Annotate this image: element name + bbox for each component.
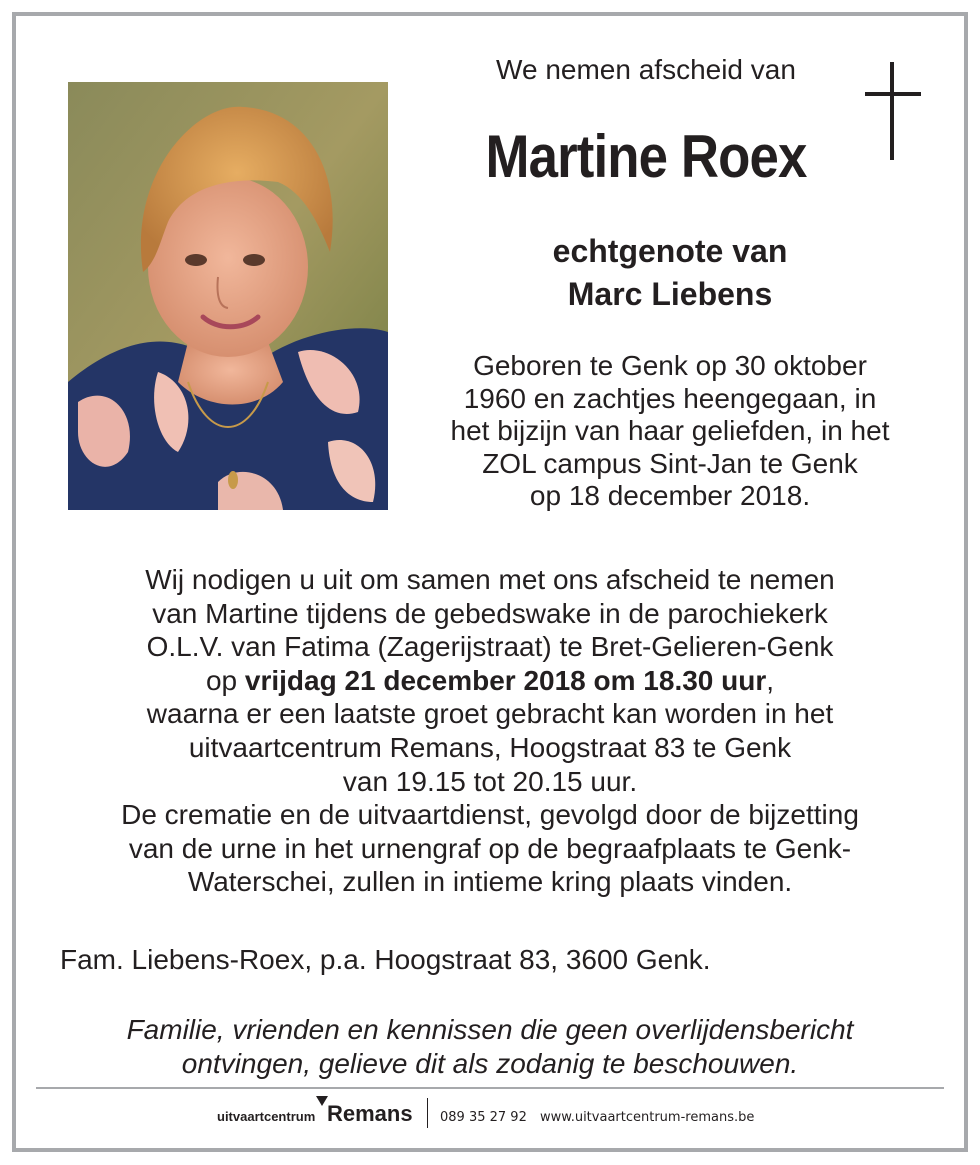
spouse-relation: echtgenote van bbox=[552, 233, 788, 269]
family-address: Fam. Liebens-Roex, p.a. Hoogstraat 83, 3600 Genk. bbox=[60, 944, 711, 975]
vigil-prefix: op bbox=[205, 664, 245, 696]
vigil-suffix: , bbox=[766, 664, 775, 696]
text-line: uitvaartcentrum Remans, Hoogstraat 83 te Genk bbox=[188, 731, 792, 763]
text-line: ZOL campus Sint-Jan te Genk bbox=[482, 447, 858, 479]
footer-prefix: uitvaartcentrum bbox=[217, 1109, 316, 1124]
vigil-date-line bbox=[40, 664, 940, 698]
text-line: het bijzijn van haar geliefden, in het bbox=[450, 415, 890, 446]
text-line: ontvingen, gelieve dit als zodanig te beschouwen. bbox=[181, 1048, 799, 1079]
deceased-name: Martine Roex bbox=[485, 123, 807, 190]
vigil-datetime: vrijdag 21 december 2018 om 18.30 uur bbox=[244, 664, 767, 696]
birth-death-text bbox=[410, 350, 930, 513]
text-line: Wij nodigen u uit om samen met ons afscheid te nemen bbox=[145, 564, 835, 595]
text-line: van Martine tijdens de gebedswake in de parochiekerk bbox=[152, 597, 828, 629]
text-line: van de urne in het urnengraf op de begraafplaats te Genk- bbox=[128, 832, 852, 864]
spouse-name: Marc Liebens bbox=[567, 276, 773, 312]
text-line: De crematie en de uitvaartdienst, gevolgd door de bijzetting bbox=[121, 799, 859, 831]
footer-website: www.uitvaartcentrum-remans.be bbox=[540, 1110, 755, 1125]
notice-text bbox=[40, 1013, 940, 1081]
footer-brand: Remans bbox=[327, 1101, 413, 1126]
invitation-text bbox=[40, 563, 940, 899]
cross-icon bbox=[863, 62, 923, 160]
text-line: 1960 en zachtjes heengegaan, in bbox=[463, 382, 877, 414]
footer-divider bbox=[36, 1087, 944, 1089]
text-line: Familie, vrienden en kennissen die geen overlijdensbericht bbox=[126, 1014, 854, 1045]
text-line: Waterschei, zullen in intieme kring plaats vinden. bbox=[187, 866, 793, 898]
text-line: O.L.V. van Fatima (Zagerijstraat) te Bret-Gelieren-Genk bbox=[146, 631, 834, 663]
text-line: Geboren te Genk op 30 oktober bbox=[473, 350, 867, 381]
portrait-photo bbox=[68, 82, 388, 510]
footer-phone: 089 35 27 92 bbox=[440, 1110, 527, 1125]
text-line: op 18 december 2018. bbox=[529, 480, 811, 511]
text-line: waarna er een laatste groet gebracht kan worden in het bbox=[146, 698, 834, 730]
text-line: van 19.15 tot 20.15 uur. bbox=[342, 765, 638, 797]
spouse-block bbox=[420, 230, 920, 316]
footer-separator bbox=[427, 1098, 428, 1128]
intro-text: We nemen afscheid van bbox=[496, 54, 796, 85]
